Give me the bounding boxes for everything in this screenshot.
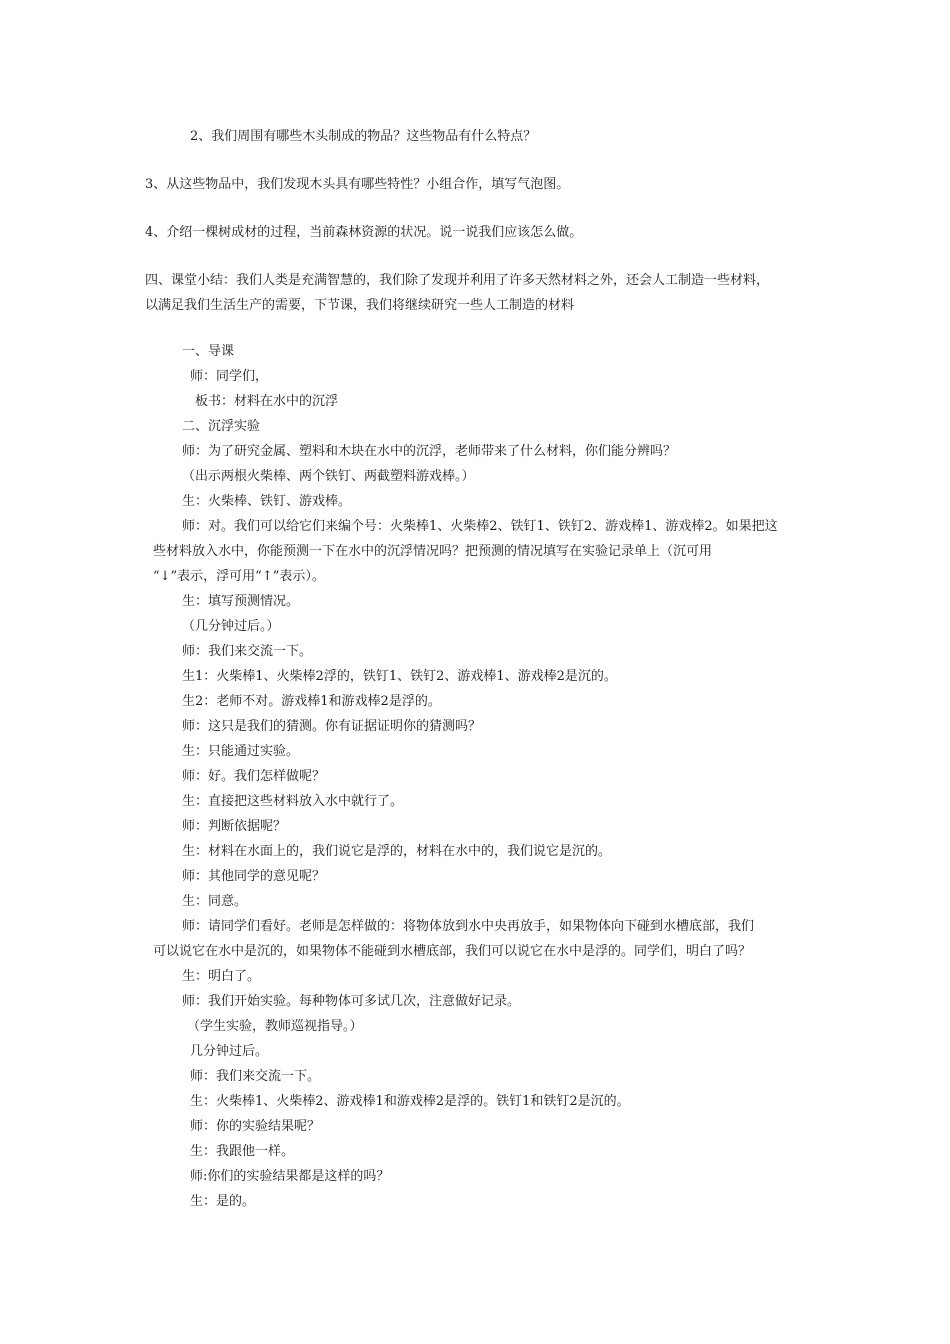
stage-direction: （出示两根火柴棒、两个铁钉、两截塑料游戏棒。）: [182, 469, 475, 484]
dialogue-line-continued: “↓”表示，浮可用“↑”表示）。: [153, 569, 325, 584]
dialogue-line: 生：填写预测情况。: [182, 594, 300, 609]
blackboard-line: 板书：材料在水中的沉浮: [195, 394, 339, 409]
dialogue-line: 生：我跟他一样。: [190, 1144, 295, 1159]
dialogue-line: 生：明白了。: [182, 969, 261, 984]
section-heading-intro: 一、导课: [182, 344, 235, 359]
section-heading-experiment: 二、沉浮实验: [182, 419, 261, 434]
dialogue-line: 师：判断依据呢？: [182, 819, 287, 834]
question-3: 3、从这些物品中，我们发现木头具有哪些特性？小组合作，填写气泡图。: [145, 177, 570, 192]
dialogue-line: 师：其他同学的意见呢？: [182, 869, 326, 884]
dialogue-line: 生：火柴棒1、火柴棒2、游戏棒1和游戏棒2是浮的。铁钉1和铁钉2是沉的。: [190, 1094, 630, 1109]
dialogue-line: 师：好。我们怎样做呢？: [182, 769, 326, 784]
dialogue-line: 生：材料在水面上的，我们说它是浮的，材料在水中的，我们说它是沉的。: [182, 844, 612, 859]
dialogue-line-continued: 些材料放入水中，你能预测一下在水中的沉浮情况吗？把预测的情况填写在实验记录单上（沉可用: [153, 544, 713, 559]
dialogue-line: 生：火柴棒、铁钉、游戏棒。: [182, 494, 352, 509]
dialogue-line: 生：是的。: [190, 1194, 256, 1209]
stage-direction: 几分钟过后。: [190, 1044, 269, 1059]
stage-direction: （几分钟过后。）: [182, 619, 280, 634]
question-4: 4、介绍一棵树成材的过程，当前森林资源的状况。说一说我们应该怎么做。: [145, 225, 583, 240]
question-2: 2、我们周围有哪些木头制成的物品？这些物品有什么特点？: [190, 129, 537, 144]
dialogue-line: 师：你的实验结果呢？: [190, 1119, 321, 1134]
stage-direction: （学生实验，教师巡视指导。）: [187, 1019, 363, 1034]
dialogue-line: 师：对。我们可以给它们来编个号：火柴棒1、火柴棒2、铁钉1、铁钉2、游戏棒1、游戏棒2。如果把这: [182, 519, 778, 534]
class-summary-line-1: 四、课堂小结：我们人类是充满智慧的，我们除了发现并利用了许多天然材料之外，还会人工制造一些材料，: [145, 273, 770, 288]
dialogue-line: 生：同意。: [182, 894, 248, 909]
dialogue-line: 师：我们来交流一下。: [182, 644, 313, 659]
dialogue-line: 生1：火柴棒1、火柴棒2浮的，铁钉1、铁钉2、游戏棒1、游戏棒2是沉的。: [182, 669, 617, 684]
class-summary-line-2: 以满足我们生活生产的需要，下节课，我们将继续研究一些人工制造的材料: [145, 298, 575, 313]
dialogue-line: 师：请同学们看好。老师是怎样做的：将物体放到水中央再放手，如果物体向下碰到水槽底部，我们: [182, 919, 755, 934]
dialogue-line: 师：我们开始实验。每种物体可多试几次，注意做好记录。: [182, 994, 521, 1009]
dialogue-line: 生2：老师不对。游戏棒1和游戏棒2是浮的。: [182, 694, 441, 709]
dialogue-line: 师：这只是我们的猜测。你有证据证明你的猜测吗？: [182, 719, 482, 734]
dialogue-line: 师：同学们，: [190, 369, 269, 384]
dialogue-line: 师:你们的实验结果都是这样的吗？: [190, 1169, 390, 1184]
dialogue-line-continued: 可以说它在水中是沉的，如果物体不能碰到水槽底部，我们可以说它在水中是浮的。同学们，明白了吗？: [153, 944, 752, 959]
dialogue-line: 师：我们来交流一下。: [190, 1069, 321, 1084]
dialogue-line: 生：只能通过实验。: [182, 744, 300, 759]
dialogue-line: 生：直接把这些材料放入水中就行了。: [182, 794, 404, 809]
dialogue-line: 师：为了研究金属、塑料和木块在水中的沉浮，老师带来了什么材料，你们能分辨吗？: [182, 444, 677, 459]
